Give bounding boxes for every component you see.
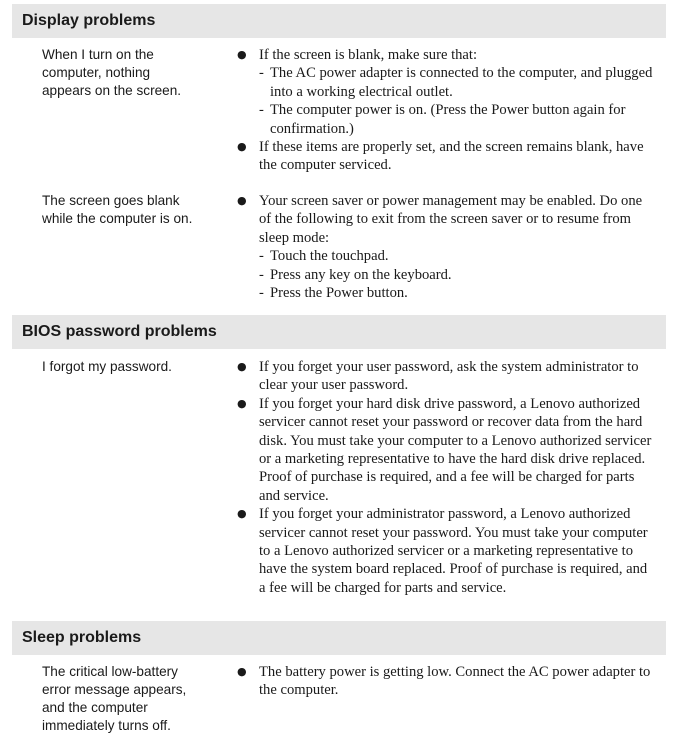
bullet-item: [237, 395, 657, 505]
bullet-item: [237, 663, 657, 700]
solution-screen-goes-blank: [237, 192, 657, 302]
section-header-display-problems: Display problems: [12, 4, 666, 38]
sub-item-text: Touch the touchpad.: [270, 248, 389, 265]
solution-blank-screen-at-startup: [237, 46, 657, 175]
bullet-icon: ●: [237, 194, 247, 207]
sub-item-text: The AC power adapter is connected to the computer, and plugged into a working electrical outlet.: [270, 65, 653, 100]
sub-item: [259, 247, 657, 265]
bullet-icon: ●: [237, 360, 247, 373]
dash-icon: -: [259, 266, 264, 283]
bullet-icon: ●: [237, 48, 247, 61]
sub-item: [259, 64, 657, 101]
sub-item: [259, 266, 657, 284]
bullet-item: [237, 505, 657, 597]
bullet-item: [237, 358, 657, 395]
bullet-item: [237, 138, 657, 175]
bullet-icon: ●: [237, 396, 247, 410]
sub-item-text: The computer power is on. (Press the Power button again for confirmation.): [270, 102, 626, 137]
sub-item-text: Press any key on the keyboard.: [270, 266, 452, 283]
bullet-icon: ●: [237, 140, 247, 154]
solution-forgot-password: [237, 358, 657, 597]
sub-item: [259, 101, 657, 138]
bullet-item: [237, 192, 657, 247]
dash-icon: -: [259, 102, 264, 119]
bullet-text: Your screen saver or power management may be enabled. Do one of the following to exit from the screen saver or to resume from sleep mode:: [259, 193, 643, 246]
solution-critical-low-battery: [237, 663, 657, 700]
dash-icon: -: [259, 248, 264, 265]
problem-critical-low-battery: The critical low-battery error message appears, and the computer immediately turns off.: [42, 664, 187, 733]
sub-item: [259, 284, 657, 302]
bullet-text: The battery power is getting low. Connect the AC power adapter to the computer.: [259, 664, 651, 699]
dash-icon: -: [259, 65, 264, 82]
bullet-text: If the screen is blank, make sure that:: [259, 47, 478, 63]
section-header-sleep-problems: Sleep problems: [12, 621, 666, 655]
bullet-text: If you forget your user password, ask the system administrator to clear your user password.: [259, 359, 639, 394]
dash-icon: -: [259, 285, 264, 302]
problem-blank-screen-at-startup: When I turn on the computer, nothing appears on the screen.: [42, 47, 182, 98]
bullet-text: If you forget your administrator password, a Lenovo authorized servicer cannot reset your password. You must take your computer to a Lenovo authorized servicer or a marketing representative to have the system board replaced. Proof of purchase is required, and a fee will be charged for parts and service.: [259, 506, 648, 596]
bullet-item: [237, 46, 657, 64]
problem-forgot-password: I forgot my password.: [42, 359, 172, 374]
bullet-text: If you forget your hard disk drive password, a Lenovo authorized servicer cannot reset your password or recover data from the hard disk. You must take your computer to a Lenovo authorized servicer or a marketing representative to have the hard disk drive replaced. Proof of purchase is required, and a fee will be charged for parts and service.: [259, 395, 652, 504]
problem-screen-goes-blank: The screen goes blank while the computer is on.: [42, 193, 193, 226]
bullet-icon: ●: [237, 507, 247, 521]
sub-list: [237, 64, 657, 138]
bullet-icon: ●: [237, 665, 247, 678]
bullet-text: If these items are properly set, and the screen remains blank, have the computer serviced.: [259, 139, 644, 174]
section-header-bios-password-problems: BIOS password problems: [12, 315, 666, 349]
sub-list: [237, 247, 657, 302]
sub-item-text: Press the Power button.: [270, 285, 408, 302]
